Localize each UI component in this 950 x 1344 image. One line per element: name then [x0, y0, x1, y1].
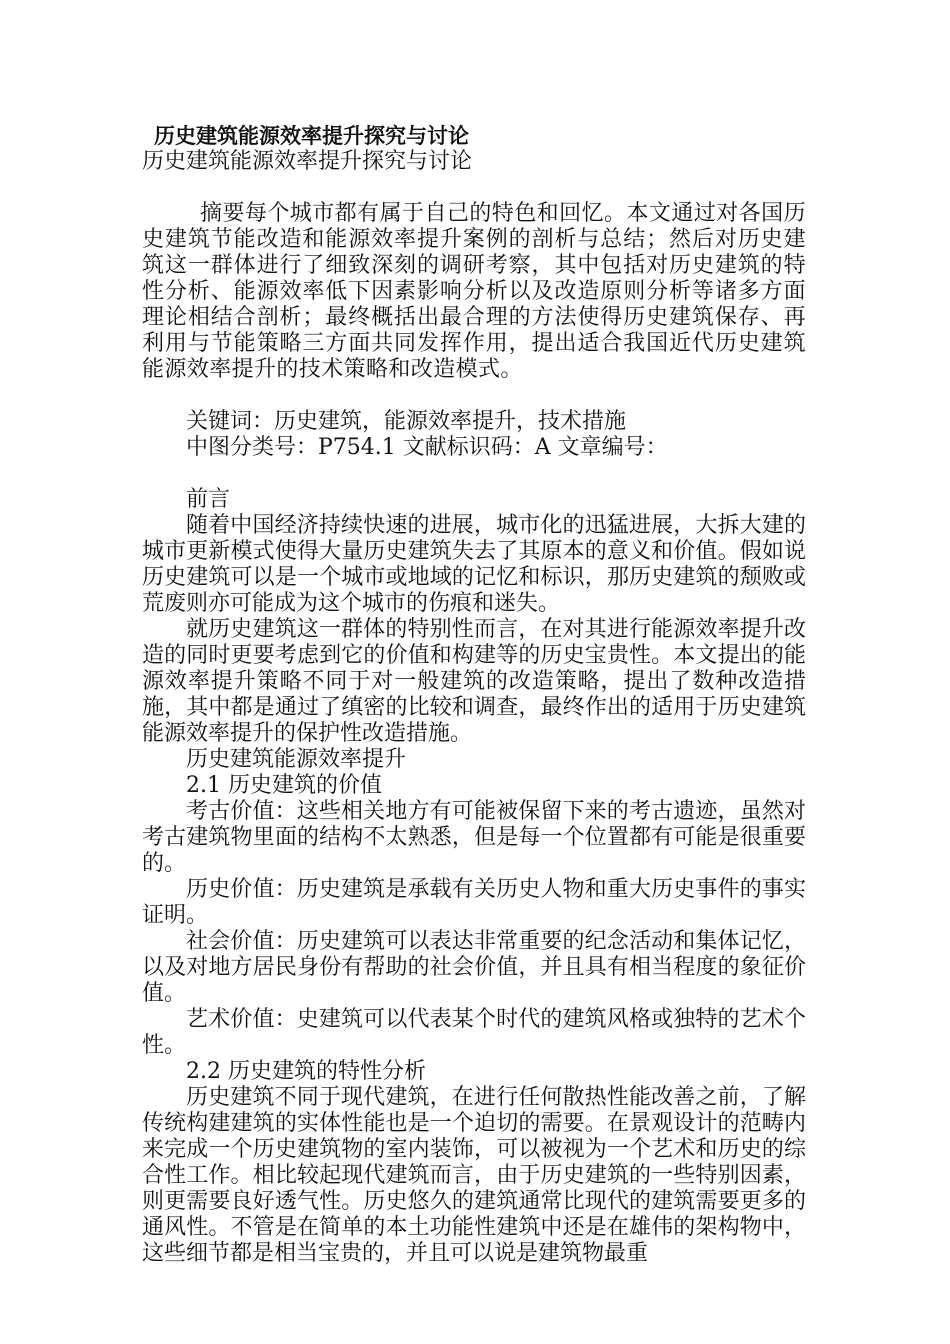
preface-heading: 前言	[186, 487, 231, 512]
value-archaeology-paragraph: 考古价值：这些相关地方有可能被保留下来的考古遗迹，虽然对考古建筑物里面的结构不太熟悉，但是每一个位置都有可能是很重要的。	[142, 799, 806, 876]
section-2-1-heading: 2.1 历史建筑的价值	[186, 773, 382, 798]
abstract-paragraph: 摘要每个城市都有属于自己的特色和回忆。本文通过对各国历史建筑节能改造和能源效率提升案例的剖析与总结；然后对历史建筑这一群体进行了细致深刻的调研考察，其中包括对历史建筑的特性分析、能源效率低下因素影响分析以及改造原则分析等诸多方面理论相结合剖析；最终概括出最合理的方法使得历史建筑保存、再利用与节能策略三方面共同发挥作用，提出适合我国近代历史建筑能源效率提升的技术策略和改造模式。	[142, 201, 806, 382]
spacer	[142, 461, 806, 487]
document-body	[142, 122, 806, 1267]
value-history-paragraph: 历史价值：历史建筑是承载有关历史人物和重大历史事件的事实证明。	[142, 877, 806, 928]
spacer	[142, 383, 806, 409]
section-2-2-heading: 2.2 历史建筑的特性分析	[186, 1059, 426, 1084]
value-art-paragraph: 艺术价值：史建筑可以代表某个时代的建筑风格或独特的艺术个性。	[142, 1007, 806, 1058]
preface-paragraph-2: 就历史建筑这一群体的特别性而言，在对其进行能源效率提升改造的同时更要考虑到它的价值和构建等的历史宝贵性。本文提出的能源效率提升策略不同于对一般建筑的改造策略，提出了数种改造措施，其中都是通过了缜密的比较和调查，最终作出的适用于历史建筑能源效率提升的保护性改造措施。	[142, 617, 806, 746]
section-2-2-paragraph: 历史建筑不同于现代建筑，在进行任何散热性能改善之前，了解传统构建建筑的实体性能也是一个迫切的需要。在景观设计的范畴内来完成一个历史建筑物的室内装饰，可以被视为一个艺术和历史的综合性工作。相比较起现代建筑而言，由于历史建筑的一些特别因素，则更需要良好透气性。历史悠久的建筑通常比现代的建筑需要更多的通风性。不管是在简单的本土功能性建筑中还是在雄伟的架构物中，这些细节都是相当宝贵的，并且可以说是建筑物最重	[142, 1085, 806, 1266]
document-title: 历史建筑能源效率提升探究与讨论	[154, 123, 469, 148]
preface-paragraph-1: 随着中国经济持续快速的进展，城市化的迅猛进展，大拆大建的城市更新模式使得大量历史建筑失去了其原本的意义和价值。假如说历史建筑可以是一个城市或地域的记忆和标识，那历史建筑的颓败或荒废则亦可能成为这个城市的伤痕和迷失。	[142, 513, 806, 616]
classification-line: 中图分类号：P754.1 文献标识码：A 文章编号：	[186, 435, 668, 460]
document-subtitle: 历史建筑能源效率提升探究与讨论	[142, 149, 473, 174]
section-heading: 历史建筑能源效率提升	[186, 747, 407, 772]
value-social-paragraph: 社会价值：历史建筑可以表达非常重要的纪念活动和集体记忆，以及对地方居民身份有帮助的社会价值，并且具有相当程度的象征价值。	[142, 929, 806, 1006]
keywords-line: 关键词：历史建筑，能源效率提升，技术措施	[186, 409, 627, 434]
spacer	[142, 175, 806, 201]
